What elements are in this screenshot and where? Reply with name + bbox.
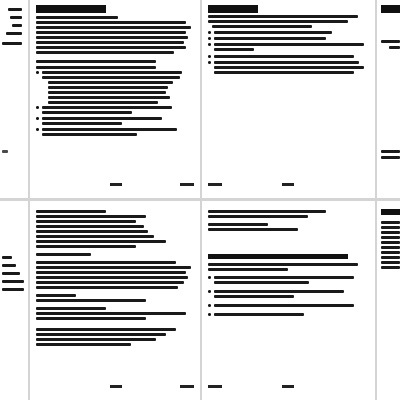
page-number	[110, 385, 122, 388]
text-line	[208, 268, 288, 271]
text-line	[42, 71, 182, 74]
bullet-icon	[36, 71, 39, 74]
text-line	[381, 226, 400, 229]
text-line	[48, 96, 170, 99]
text-line	[214, 66, 364, 69]
text-line	[36, 225, 144, 228]
document-page-thumbnail[interactable]	[30, 0, 200, 198]
page-heading	[381, 5, 400, 13]
text-line	[2, 150, 8, 153]
text-line	[2, 280, 24, 283]
document-page-thumbnail[interactable]	[377, 0, 400, 198]
text-line	[214, 37, 326, 40]
text-line	[214, 55, 354, 58]
text-line	[214, 61, 359, 64]
text-line	[212, 25, 312, 28]
text-line	[2, 256, 12, 259]
text-line	[36, 235, 154, 238]
text-line	[2, 272, 20, 275]
text-line	[6, 32, 22, 35]
text-line	[36, 253, 91, 256]
text-line	[36, 26, 191, 29]
text-line	[381, 256, 400, 259]
text-line	[381, 266, 400, 269]
text-line	[36, 343, 131, 346]
page-footer-right	[180, 385, 194, 388]
text-line	[381, 150, 400, 153]
text-line	[214, 304, 354, 307]
bullet-icon	[36, 106, 39, 109]
text-line	[8, 8, 22, 11]
text-line	[42, 76, 180, 79]
page-heading	[36, 5, 106, 13]
text-line	[42, 117, 162, 120]
text-line	[36, 333, 166, 336]
text-line	[36, 294, 76, 297]
text-line	[36, 312, 186, 315]
text-line	[36, 31, 186, 34]
text-line	[48, 101, 158, 104]
bullet-icon	[36, 117, 39, 120]
text-line	[381, 241, 400, 244]
document-page-thumbnail[interactable]	[202, 201, 375, 400]
text-line	[208, 228, 298, 231]
document-page-thumbnail[interactable]	[0, 201, 28, 400]
text-line	[12, 24, 22, 27]
text-line	[36, 281, 184, 284]
bullet-icon	[208, 61, 211, 64]
text-line	[381, 236, 400, 239]
bullet-icon	[208, 55, 211, 58]
text-line	[42, 122, 122, 125]
text-line	[381, 40, 400, 43]
text-line	[36, 16, 118, 19]
text-line	[214, 48, 254, 51]
text-line	[36, 220, 136, 223]
text-line	[42, 128, 177, 131]
bullet-icon	[36, 128, 39, 131]
page-footer-left	[208, 183, 222, 186]
text-line	[10, 16, 22, 19]
page-heading	[208, 5, 258, 13]
text-line	[36, 266, 191, 269]
page-number	[282, 385, 294, 388]
document-page-thumbnail[interactable]	[202, 0, 375, 198]
text-line	[36, 271, 186, 274]
text-line	[214, 290, 344, 293]
text-line	[36, 66, 156, 69]
text-line	[389, 46, 400, 49]
text-line	[36, 240, 166, 243]
text-line	[381, 246, 400, 249]
text-line	[36, 338, 156, 341]
text-line	[42, 106, 172, 109]
text-line	[381, 261, 400, 264]
text-line	[208, 15, 358, 18]
bullet-icon	[208, 290, 211, 293]
text-line	[214, 31, 332, 34]
text-line	[381, 221, 400, 224]
text-line	[2, 288, 24, 291]
text-line	[381, 251, 400, 254]
page-heading	[381, 209, 400, 215]
bullet-icon	[208, 304, 211, 307]
text-line	[36, 230, 148, 233]
page-number	[282, 183, 294, 186]
document-page-thumbnail[interactable]	[30, 201, 200, 400]
bullet-icon	[208, 313, 211, 316]
text-line	[36, 46, 186, 49]
bullet-icon	[208, 43, 211, 46]
text-line	[36, 328, 176, 331]
text-line	[36, 41, 184, 44]
text-line	[36, 60, 156, 63]
text-line	[42, 133, 137, 136]
bullet-icon	[208, 31, 211, 34]
bullet-icon	[208, 276, 211, 279]
text-line	[36, 21, 186, 24]
text-line	[214, 71, 354, 74]
document-page-thumbnail[interactable]	[377, 201, 400, 400]
bullet-icon	[208, 37, 211, 40]
text-line	[42, 111, 132, 114]
text-line	[214, 281, 309, 284]
text-line	[48, 86, 168, 89]
page-heading	[208, 254, 348, 259]
text-line	[36, 210, 106, 213]
text-line	[36, 36, 188, 39]
text-line	[36, 245, 136, 248]
text-line	[208, 263, 358, 266]
text-line	[36, 215, 146, 218]
text-line	[36, 286, 178, 289]
page-footer-right	[180, 183, 194, 186]
text-line	[214, 295, 294, 298]
text-line	[36, 51, 174, 54]
text-line	[208, 210, 326, 213]
text-line	[36, 317, 146, 320]
text-line	[36, 299, 146, 302]
text-line	[2, 42, 22, 45]
text-line	[208, 20, 348, 23]
text-line	[214, 43, 364, 46]
document-page-thumbnail[interactable]	[0, 0, 28, 198]
text-line	[36, 307, 106, 310]
text-line	[381, 156, 400, 159]
text-line	[214, 313, 304, 316]
text-line	[48, 81, 173, 84]
text-line	[214, 276, 354, 279]
page-footer-left	[208, 385, 222, 388]
text-line	[36, 261, 176, 264]
text-line	[36, 276, 188, 279]
text-line	[208, 215, 308, 218]
page-number	[110, 183, 122, 186]
text-line	[381, 231, 400, 234]
text-line	[48, 91, 166, 94]
text-line	[2, 264, 16, 267]
text-line	[208, 223, 268, 226]
